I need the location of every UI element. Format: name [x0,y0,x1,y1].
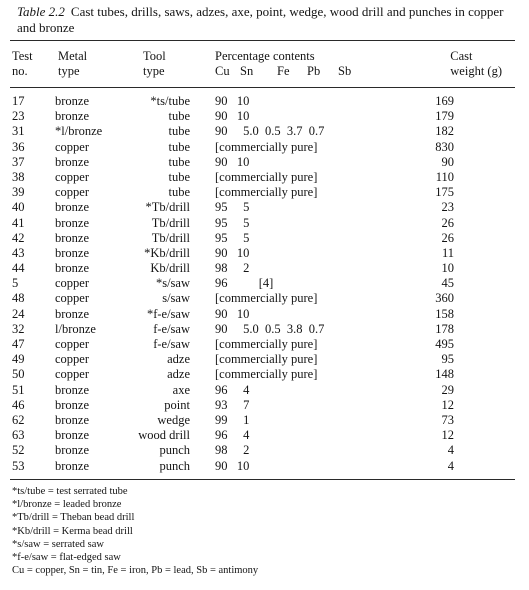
cell-metal: *l/bronze [55,124,103,139]
cell-tool: wedge [157,412,190,427]
cell-tool: tube [168,124,190,139]
table-body [0,94,529,474]
cell-tool: *ts/tube [150,94,190,108]
cell-metal: bronze [55,412,90,427]
table-row [0,459,529,474]
cell-tool: f-e/saw [153,321,190,336]
cell-percentage: 90 10 [215,154,250,169]
cell-tool: tube [168,169,190,184]
cell-test: 49 [12,352,25,367]
cell-percentage: 95 5 [215,230,250,245]
footnote: *ts/tube = test serrated tube [12,486,128,497]
header-metal-line2: type [58,64,80,78]
table-row [0,170,529,185]
element-pb: Pb [307,64,321,78]
cell-percentage: 90 5.0 0.5 3.7 0.7 [215,124,325,139]
table-row [0,124,529,139]
top-rule [10,40,515,41]
cell-test: 23 [12,109,25,124]
cell-weight: 29 [441,382,454,397]
cell-tool: s/saw [162,291,190,306]
cell-tool: adze [167,352,190,367]
cell-tool: point [164,397,190,412]
cell-test: 31 [12,124,25,139]
cell-tool: *Kb/drill [144,245,190,260]
cell-metal: bronze [55,261,90,276]
cell-percentage: [commercially pure] [215,185,318,200]
table-row [0,428,529,443]
cell-metal: bronze [55,215,90,230]
cell-weight: 830 [435,139,454,154]
header-percentage [215,49,315,64]
cell-tool: f-e/saw [153,337,190,351]
cell-percentage: [commercially pure] [215,367,318,382]
footnote: *s/saw = serrated saw [12,538,104,550]
cell-weight: 179 [435,109,454,124]
cell-weight: 175 [435,185,454,200]
cell-weight: 169 [435,94,454,108]
table-row [0,398,529,413]
cell-weight: 12 [441,428,454,443]
cell-test: 46 [12,397,25,412]
cell-metal: bronze [55,397,90,412]
cell-percentage: [commercially pure] [215,337,318,351]
cell-tool: Tb/drill [151,230,190,245]
cell-weight: 45 [441,276,454,291]
cell-test: 37 [12,154,25,169]
header-element-sb [338,64,351,79]
cell-metal: copper [55,276,90,291]
cell-percentage: 90 10 [215,109,250,124]
cell-metal: copper [55,169,90,184]
cell-metal: bronze [55,154,90,169]
table-row [0,231,529,246]
cell-tool: adze [167,367,190,382]
cell-metal: copper [55,139,90,154]
cell-tool: *s/saw [155,276,190,291]
cell-metal: bronze [55,230,90,245]
header-percentage-title: Percentage contents [215,49,315,63]
cell-weight: 4 [447,458,454,473]
table-title: Cast tubes, drills, saws, adzes, axe, point, wedge, wood drill and punches in copper and bronze [17,4,504,35]
cell-weight: 12 [441,397,454,412]
cell-metal: bronze [55,245,90,260]
cell-percentage: [commercially pure] [215,169,318,184]
cell-weight: 158 [435,306,454,321]
cell-percentage: [commercially pure] [215,139,318,154]
cell-percentage: 90 5.0 0.5 3.8 0.7 [215,321,325,336]
table-caption [17,4,517,36]
cell-percentage: 95 5 [215,200,250,215]
table-row [0,276,529,291]
table-row [0,109,529,124]
cell-percentage: 90 10 [215,245,250,260]
cell-weight: 23 [441,200,454,215]
cell-weight: 10 [441,261,454,276]
cell-metal: bronze [55,200,90,215]
cell-test: 50 [12,367,25,382]
cell-percentage: 98 2 [215,443,250,458]
cell-percentage: 99 1 [215,412,250,427]
cell-metal: copper [55,367,90,382]
cell-tool: tube [168,185,190,200]
table-row [0,443,529,458]
element-cu: Cu [215,64,230,78]
header-test-line1: Test [12,49,33,63]
cell-weight: 26 [441,230,454,245]
header-tool-line2: type [143,64,165,78]
footnote: Cu = copper, Sn = tin, Fe = iron, Pb = lead, Sb = antimony [12,565,259,577]
header-metal [58,49,87,79]
header-weight [450,49,502,79]
table-row [0,307,529,322]
table-label: Table 2.2 [17,4,65,19]
cell-percentage: 96 4 [215,382,250,397]
cell-tool: punch [159,458,190,473]
cell-metal: bronze [55,94,90,108]
cell-tool: tube [168,109,190,124]
table-row [0,367,529,382]
cell-metal: bronze [55,109,90,124]
table-row [0,337,529,352]
cell-metal: copper [55,291,90,306]
cell-percentage: 98 2 [215,261,250,276]
cell-metal: bronze [55,306,90,321]
header-tool [143,49,166,79]
cell-test: 43 [12,245,25,260]
cell-weight: 360 [435,291,454,306]
header-rule [10,87,515,88]
cell-weight: 182 [435,124,454,139]
cell-test: 24 [12,306,25,321]
element-sb: Sb [338,64,352,78]
cell-percentage: 96 [4] [215,276,274,291]
cell-test: 62 [12,412,25,427]
cell-weight: 4 [447,443,454,458]
table-row [0,352,529,367]
cell-tool: tube [168,139,190,154]
cell-test: 36 [12,139,25,154]
table-row [0,383,529,398]
table-row [0,322,529,337]
header-metal-line1: Metal [58,49,88,63]
footnote: *f-e/saw = flat-edged saw [12,552,121,564]
table-row [0,94,529,109]
cell-tool: *Tb/drill [145,200,190,215]
cell-test: 48 [12,291,25,306]
cell-weight: 11 [441,245,454,260]
cell-percentage: 90 10 [215,94,250,108]
cell-test: 42 [12,230,25,245]
header-element-sn [240,64,253,79]
cell-tool: *f-e/saw [146,306,190,321]
cell-test: 47 [12,337,25,351]
cell-percentage: 95 5 [215,215,250,230]
cell-percentage: 90 10 [215,306,250,321]
footnote: *Kb/drill = Kerma bead drill [12,525,133,537]
header-element-pb [307,64,320,79]
cell-tool: axe [172,382,190,397]
cell-test: 44 [12,261,25,276]
element-sn: Sn [240,64,254,78]
table-row [0,413,529,428]
cell-weight: 73 [441,412,454,427]
cell-tool: Kb/drill [150,261,190,276]
cell-percentage: 93 7 [215,397,250,412]
cell-test: 32 [12,321,25,336]
table-row [0,261,529,276]
cell-metal: copper [55,352,90,367]
cell-metal: bronze [55,382,90,397]
cell-test: 41 [12,215,25,230]
header-element-cu [215,64,230,79]
cell-tool: punch [159,443,190,458]
cell-test: 52 [12,443,25,458]
cell-test: 53 [12,458,25,473]
element-fe: Fe [277,64,290,78]
table-row [0,185,529,200]
cell-weight: 95 [441,352,454,367]
cell-percentage: [commercially pure] [215,352,318,367]
cell-test: 17 [12,94,25,108]
cell-metal: bronze [55,428,90,443]
cell-metal: bronze [55,443,90,458]
table-row [0,140,529,155]
header-test-line2: no. [12,64,28,78]
cell-weight: 90 [441,154,454,169]
cell-tool: Tb/drill [151,215,190,230]
cell-percentage: 96 4 [215,428,250,443]
table-row [0,216,529,231]
cell-weight: 148 [435,367,454,382]
cell-test: 63 [12,428,25,443]
footnote: *l/bronze = leaded bronze [12,499,122,511]
bottom-rule [10,479,515,480]
cell-weight: 495 [435,337,454,351]
cell-test: 51 [12,382,25,397]
cell-test: 40 [12,200,25,215]
table-footnotes [12,485,517,577]
header-tool-line1: Tool [143,49,166,63]
table-row [0,200,529,215]
table-row [0,291,529,306]
header-weight-line2: weight (g) [450,64,502,78]
table-row [0,246,529,261]
cell-percentage: 90 10 [215,458,250,473]
cell-metal: l/bronze [55,321,96,336]
footnote: *Tb/drill = Theban bead drill [12,512,135,524]
cell-weight: 26 [441,215,454,230]
cell-tool: wood drill [138,428,190,443]
cell-metal: copper [55,185,90,200]
header-element-fe [277,64,290,79]
cell-test: 39 [12,185,25,200]
cell-metal: copper [55,337,90,351]
cell-percentage: [commercially pure] [215,291,318,306]
header-weight-line1: Cast [450,49,473,63]
header-test [12,49,33,79]
cell-weight: 110 [435,169,454,184]
cell-metal: bronze [55,458,90,473]
cell-test: 38 [12,169,25,184]
cell-test: 5 [12,276,19,291]
cell-tool: tube [168,154,190,169]
table-row [0,155,529,170]
cell-weight: 178 [435,321,454,336]
